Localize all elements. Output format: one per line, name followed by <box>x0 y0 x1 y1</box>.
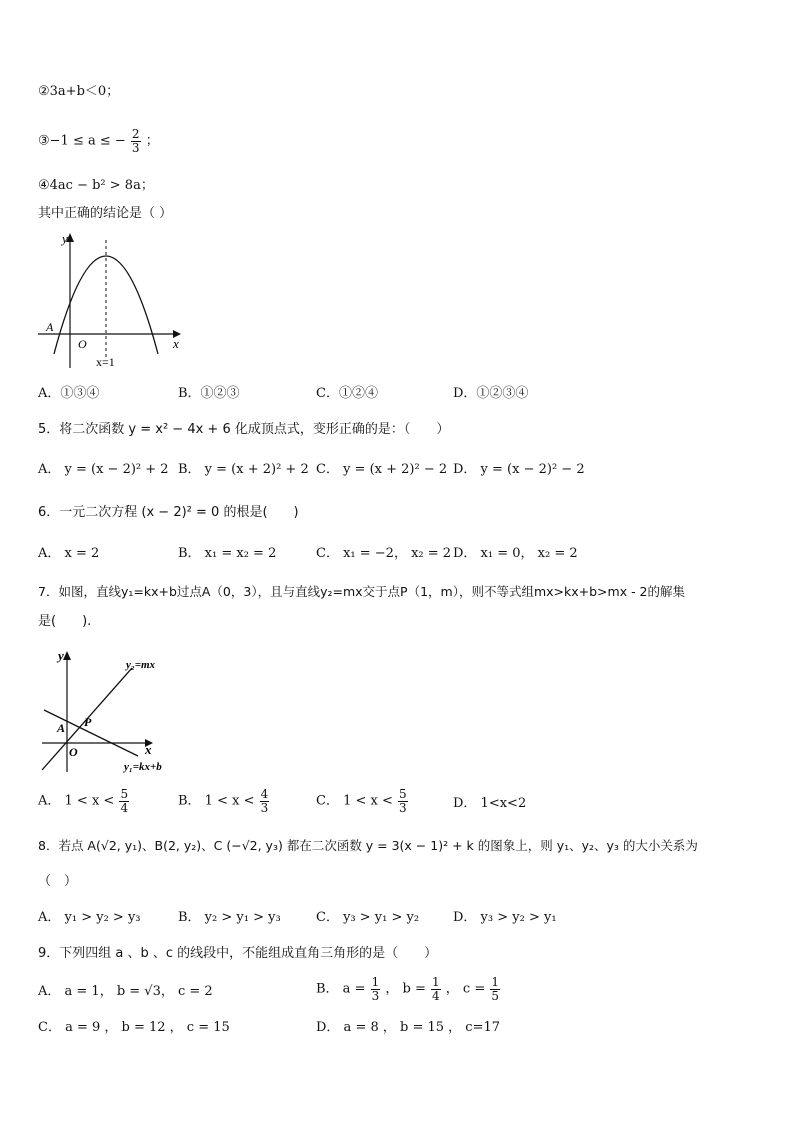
point-a-label: A <box>57 721 66 735</box>
q9-option-b-text-1: B． a = <box>316 981 366 997</box>
line-y1-label: y₁=kx+b <box>124 761 162 773</box>
q7-option-b[interactable] <box>178 788 270 814</box>
statement-3-text: ③−1 ≤ a ≤ − <box>38 133 126 149</box>
fraction-denominator: 3 <box>260 800 269 815</box>
y-axis-arrow <box>63 651 71 660</box>
q6-stem: 6．一元二次方程 (x − 2)² = 0 的根是( ) <box>38 505 299 520</box>
q9-option-d[interactable]: D． a = 8 ， b = 15 ， c=17 <box>316 1020 500 1035</box>
y-axis-label: y <box>58 648 64 663</box>
q7-option-a[interactable] <box>38 788 130 814</box>
q5-stem: 5．将二次函数 y = x² − 4x + 6 化成顶点式，变形正确的是：（ ） <box>38 422 450 437</box>
x-axis-label: x <box>173 336 179 351</box>
statement-3 <box>38 128 159 154</box>
q5-option-d[interactable]: D． y = (x − 2)² − 2 <box>453 462 585 477</box>
q9-option-b-fraction-a <box>371 976 381 1002</box>
q4-option-a[interactable]: A．①③④ <box>38 386 100 401</box>
q4-option-c[interactable]: C．①②④ <box>316 386 378 401</box>
fraction-denominator: 3 <box>399 800 407 815</box>
fraction-numerator: 1 <box>432 975 440 989</box>
q9-option-b-text-3: ， c = <box>445 981 486 997</box>
fraction-denominator: 3 <box>131 140 140 155</box>
fraction-numerator: 5 <box>399 787 407 801</box>
q9-option-b-fraction-b <box>431 976 441 1002</box>
statement-3-end: ； <box>145 133 159 149</box>
statement-3-fraction <box>131 128 141 154</box>
q7-option-d[interactable]: D． 1<x<2 <box>453 796 527 811</box>
q7-option-a-text: A． 1 < x < <box>38 793 115 809</box>
q8-stem-line2: （ ） <box>38 874 78 889</box>
q7-option-b-text: B． 1 < x < <box>178 793 255 809</box>
fraction-numerator: 4 <box>260 787 269 801</box>
lines-figure <box>38 646 188 776</box>
q9-option-b-text-2: ， b = <box>385 981 426 997</box>
y-axis-label: y <box>62 231 68 246</box>
q9-option-a[interactable]: A． a = 1， b = √3， c = 2 <box>38 984 213 999</box>
fraction-denominator: 4 <box>120 800 129 815</box>
fraction-numerator: 1 <box>491 975 500 989</box>
fraction-denominator: 4 <box>432 988 440 1003</box>
point-p-label: P <box>84 715 92 729</box>
origin-label: O <box>78 337 87 351</box>
statement-2: ②3a+b＜0； <box>38 84 120 99</box>
x-axis-label: x <box>145 742 152 757</box>
question-prompt: 其中正确的结论是（ ） <box>38 206 173 221</box>
q7-stem-line1: 7．如图，直线y₁=kx+b过点A（0，3），且与直线y₂=mx交于点P（1，m），则不等式组mx>kx+b>mx - 2的解集 <box>38 584 686 599</box>
parabola-figure <box>36 228 186 370</box>
q9-option-c[interactable]: C． a = 9 ， b = 12 ， c = 15 <box>38 1020 230 1035</box>
q8-stem-line1: 8．若点 A(√2, y₁)、B(2, y₂)、C (−√2, y₃) 都在二次函数 y = 3(x − 1)² + k 的图象上，则 y₁、y₂、y₃ 的大小关系为 <box>38 838 698 853</box>
q4-option-b[interactable]: B．①②③ <box>178 386 240 401</box>
q4-option-d[interactable]: D．①②③④ <box>453 386 529 401</box>
q8-option-a[interactable]: A． y₁ > y₂ > y₃ <box>38 910 141 925</box>
q7-option-c-fraction <box>398 788 408 814</box>
q5-option-b[interactable]: B． y = (x + 2)² + 2 <box>178 462 309 477</box>
point-a-label: A <box>46 320 54 334</box>
q6-option-c[interactable]: C． x₁ = −2， x₂ = 2 <box>316 546 452 561</box>
q7-stem-line2: 是( ). <box>38 614 92 629</box>
q8-option-c[interactable]: C． y₃ > y₁ > y₂ <box>316 910 420 925</box>
line-y2-label: y₂=mx <box>126 659 156 671</box>
q6-option-b[interactable]: B． x₁ = x₂ = 2 <box>178 546 277 561</box>
q8-option-b[interactable]: B． y₂ > y₁ > y₃ <box>178 910 281 925</box>
q7-option-c[interactable] <box>316 788 409 814</box>
origin-label: O <box>69 745 78 759</box>
statement-4: ④4ac − b² > 8a； <box>38 178 154 193</box>
q9-option-b[interactable] <box>316 976 501 1002</box>
q9-option-b-fraction-c <box>490 976 500 1002</box>
q6-option-d[interactable]: D． x₁ = 0， x₂ = 2 <box>453 546 578 561</box>
q7-option-a-fraction <box>119 788 129 814</box>
symmetry-axis-label: x=1 <box>96 355 115 369</box>
q9-stem: 9．下列四组 a 、b 、c 的线段中，不能组成直角三角形的是（ ） <box>38 946 438 961</box>
fraction-numerator: 1 <box>371 975 380 989</box>
q7-option-c-text: C． 1 < x < <box>316 793 393 809</box>
q5-option-c[interactable]: C． y = (x + 2)² − 2 <box>316 462 448 477</box>
fraction-numerator: 5 <box>120 787 129 801</box>
fraction-denominator: 5 <box>491 988 500 1003</box>
q7-option-b-fraction <box>260 788 270 814</box>
q5-option-a[interactable]: A． y = (x − 2)² + 2 <box>38 462 169 477</box>
q6-option-a[interactable]: A． x = 2 <box>38 546 100 561</box>
fraction-denominator: 3 <box>371 988 380 1003</box>
fraction-numerator: 2 <box>131 127 140 141</box>
q8-option-d[interactable]: D． y₃ > y₂ > y₁ <box>453 910 557 925</box>
